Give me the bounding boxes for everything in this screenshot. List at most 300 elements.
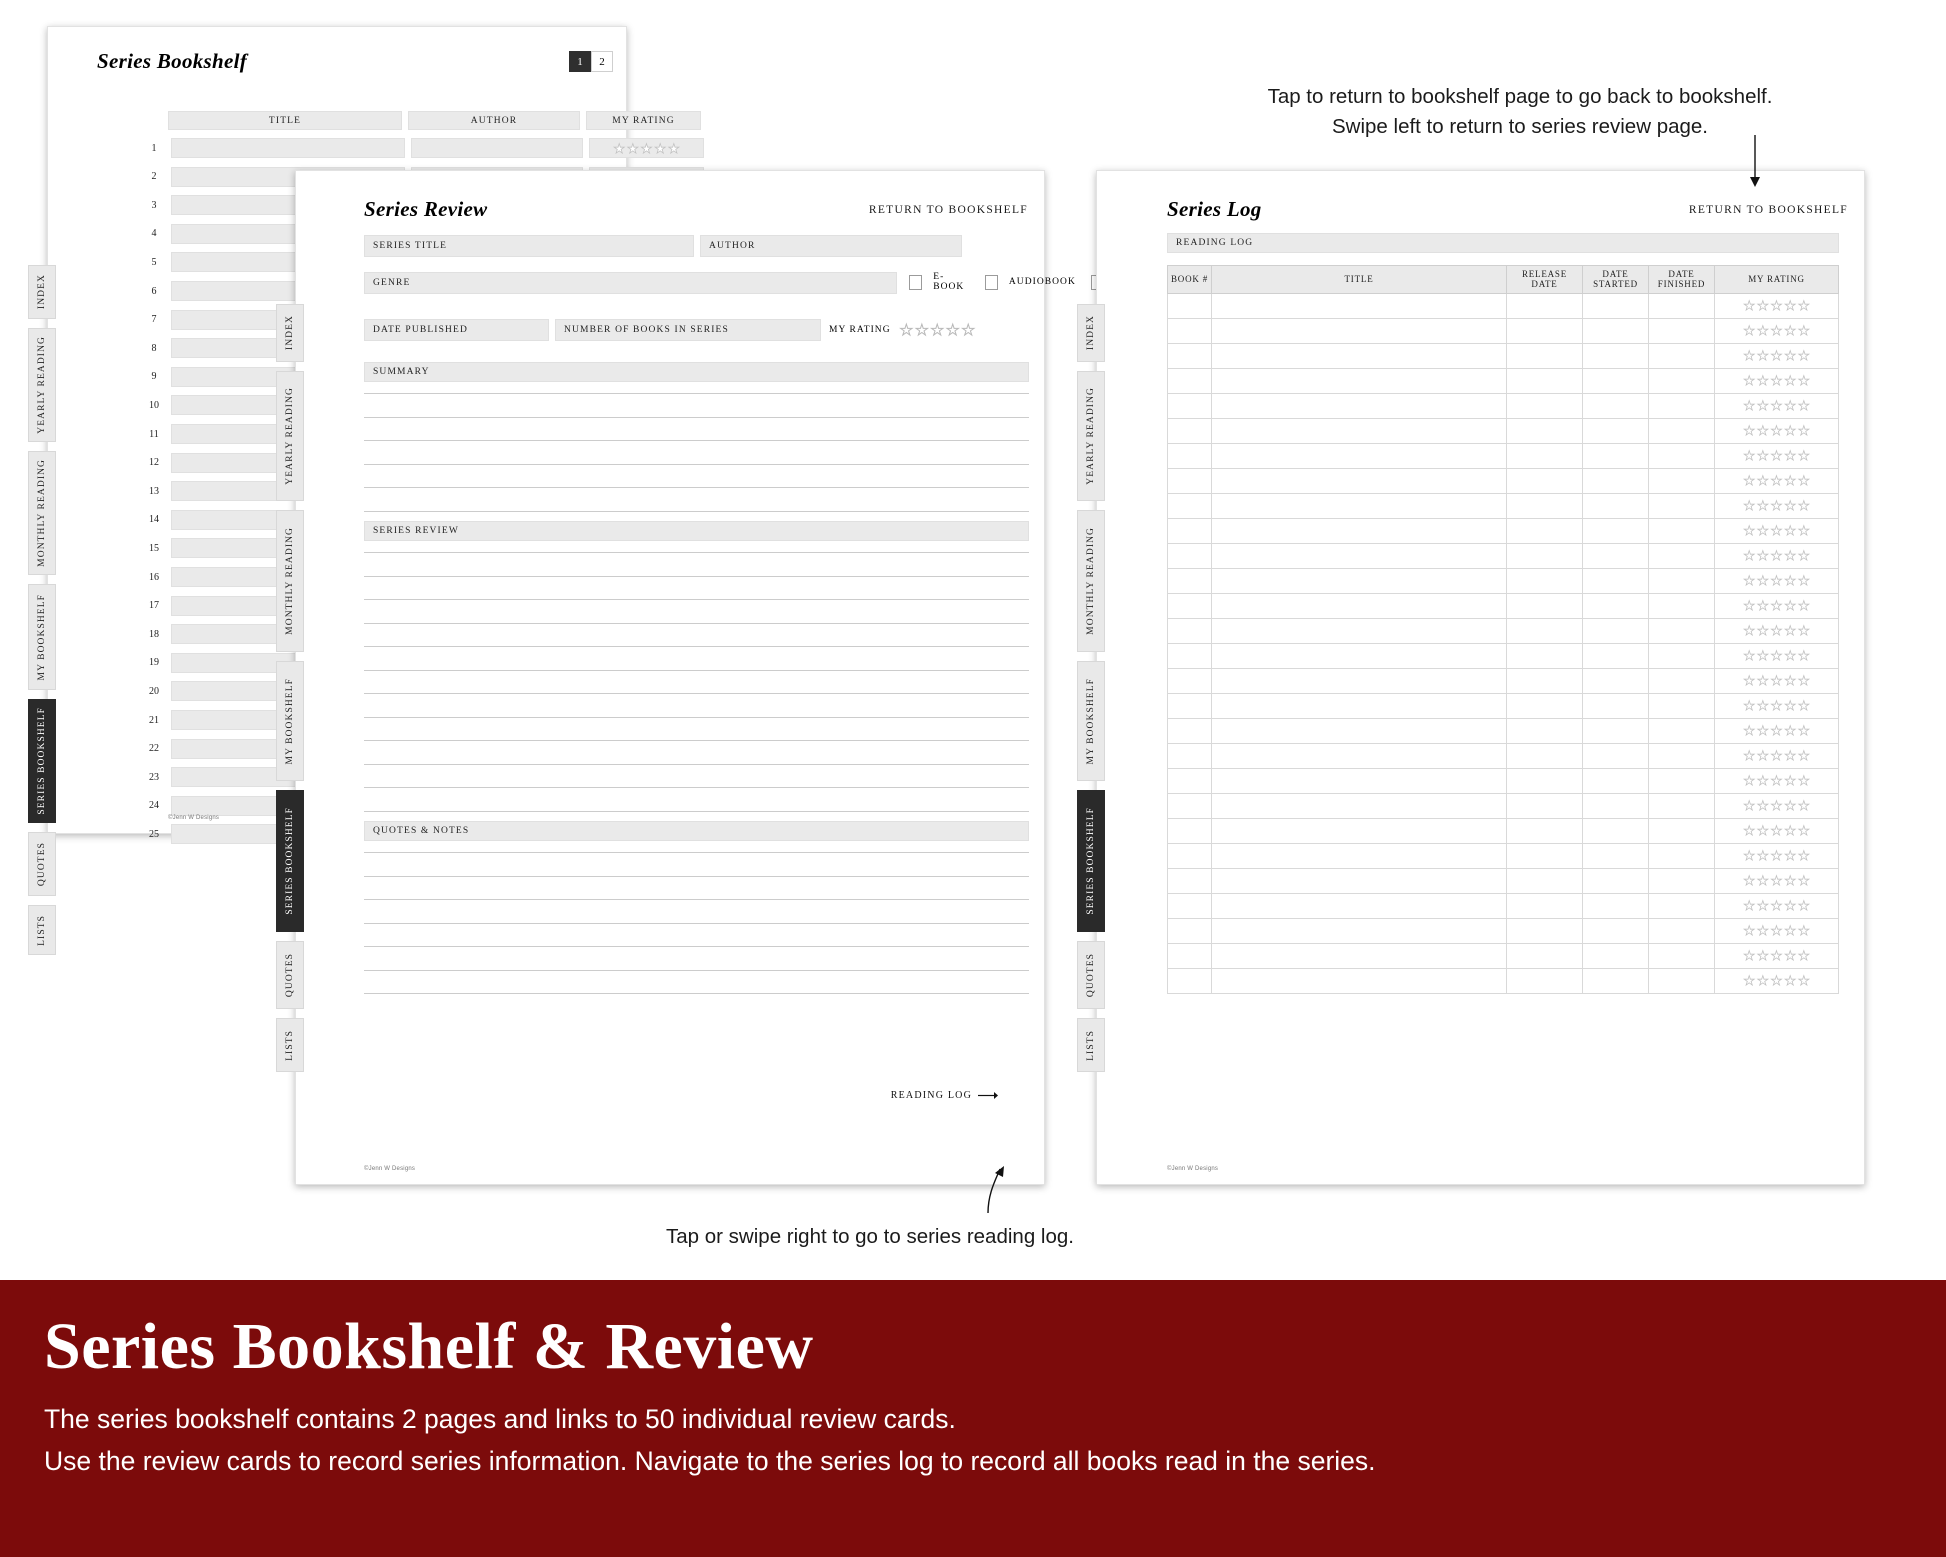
cell-release-date[interactable] (1507, 568, 1583, 593)
cell-release-date[interactable] (1507, 918, 1583, 943)
star-icon[interactable]: ★ (1770, 598, 1783, 614)
writing-line[interactable] (364, 787, 1029, 788)
writing-line[interactable] (364, 440, 1029, 441)
star-icon[interactable]: ★ (1743, 773, 1756, 789)
cell-date-finished[interactable] (1649, 743, 1715, 768)
star-icon[interactable]: ★ (1784, 698, 1796, 714)
cell-book-number[interactable] (1168, 468, 1212, 493)
star-icon[interactable]: ★ (1784, 548, 1796, 564)
star-icon[interactable]: ★ (1770, 948, 1783, 964)
star-icon[interactable]: ★ (1784, 348, 1796, 364)
writing-line[interactable] (364, 464, 1029, 465)
rating-stars[interactable] (1715, 649, 1838, 662)
table-row[interactable] (1168, 493, 1839, 518)
cell-my-rating[interactable] (1715, 468, 1839, 493)
star-icon[interactable]: ★ (1743, 298, 1756, 314)
cell-release-date[interactable] (1507, 943, 1583, 968)
star-icon[interactable]: ★ (1797, 748, 1810, 764)
cell-title[interactable] (1212, 968, 1507, 993)
cell-date-started[interactable] (1583, 868, 1649, 893)
star-icon[interactable]: ★ (1770, 348, 1783, 364)
writing-line[interactable] (364, 717, 1029, 718)
rating-stars[interactable] (1715, 499, 1838, 512)
cell-date-finished[interactable] (1649, 443, 1715, 468)
star-icon[interactable]: ★ (1770, 723, 1783, 739)
star-icon[interactable]: ★ (1797, 498, 1810, 514)
star-icon[interactable]: ★ (1757, 373, 1769, 389)
cell-my-rating[interactable] (1715, 793, 1839, 818)
rating-stars[interactable] (1715, 824, 1838, 837)
star-icon[interactable]: ★ (1784, 498, 1796, 514)
star-icon[interactable]: ★ (1797, 323, 1810, 339)
star-icon[interactable]: ★ (1797, 373, 1810, 389)
cell-book-number[interactable] (1168, 443, 1212, 468)
cell-date-started[interactable] (1583, 543, 1649, 568)
star-icon[interactable]: ★ (1784, 873, 1796, 889)
writing-line[interactable] (364, 599, 1029, 600)
cell-date-started[interactable] (1583, 293, 1649, 318)
page-number-2[interactable]: 2 (591, 51, 613, 72)
cell-release-date[interactable] (1507, 743, 1583, 768)
star-icon[interactable]: ★ (945, 321, 960, 339)
cell-date-started[interactable] (1583, 768, 1649, 793)
reading-log-link[interactable] (891, 1090, 998, 1101)
rating-stars[interactable] (1715, 349, 1838, 362)
star-icon[interactable]: ★ (654, 140, 666, 156)
star-icon[interactable]: ★ (1743, 748, 1756, 764)
cell-date-started[interactable] (1583, 393, 1649, 418)
star-icon[interactable]: ★ (1784, 798, 1796, 814)
star-icon[interactable]: ★ (1797, 548, 1810, 564)
sidebar-item-series-bookshelf[interactable] (28, 699, 56, 823)
star-icon[interactable]: ★ (1797, 823, 1810, 839)
star-icon[interactable]: ★ (1797, 348, 1810, 364)
sidebar-item-monthly-reading[interactable] (28, 451, 56, 575)
star-icon[interactable]: ★ (1743, 948, 1756, 964)
cell-date-finished[interactable] (1649, 943, 1715, 968)
rating-stars[interactable] (1715, 674, 1838, 687)
star-icon[interactable]: ★ (1743, 723, 1756, 739)
cell-my-rating[interactable] (1715, 718, 1839, 743)
star-icon[interactable]: ★ (1743, 598, 1756, 614)
cell-title[interactable] (1212, 618, 1507, 643)
star-icon[interactable]: ★ (1743, 548, 1756, 564)
cell-book-number[interactable] (1168, 568, 1212, 593)
star-icon[interactable]: ★ (1757, 448, 1769, 464)
cell-book-number[interactable] (1168, 593, 1212, 618)
cell-date-finished[interactable] (1649, 868, 1715, 893)
series-review-page[interactable] (285, 170, 1076, 1185)
cell-release-date[interactable] (1507, 493, 1583, 518)
cell-release-date[interactable] (1507, 618, 1583, 643)
cell-date-started[interactable] (1583, 468, 1649, 493)
star-icon[interactable]: ★ (1757, 548, 1769, 564)
rating-stars[interactable] (1715, 849, 1838, 862)
star-icon[interactable]: ★ (1797, 673, 1810, 689)
cell-title[interactable] (1212, 443, 1507, 468)
sidebar-item-my-bookshelf[interactable] (1077, 661, 1105, 781)
sidebar-item-series-bookshelf[interactable] (1077, 790, 1105, 932)
star-icon[interactable]: ★ (1784, 773, 1796, 789)
writing-line[interactable] (364, 899, 1029, 900)
rating-stars[interactable] (1715, 799, 1838, 812)
cell-title[interactable] (1212, 368, 1507, 393)
star-icon[interactable]: ★ (1757, 348, 1769, 364)
writing-line[interactable] (364, 946, 1029, 947)
cell-my-rating[interactable] (1715, 618, 1839, 643)
cell-title[interactable] (1212, 568, 1507, 593)
table-row[interactable] (1168, 468, 1839, 493)
table-row[interactable] (1168, 768, 1839, 793)
star-icon[interactable]: ★ (1743, 673, 1756, 689)
writing-line[interactable] (364, 417, 1029, 418)
star-icon[interactable]: ★ (1757, 973, 1769, 989)
star-icon[interactable]: ★ (1743, 623, 1756, 639)
number-of-books-field[interactable]: NUMBER OF BOOKS IN SERIES (555, 319, 821, 341)
star-icon[interactable]: ★ (1743, 348, 1756, 364)
table-row[interactable] (1168, 543, 1839, 568)
cell-book-number[interactable] (1168, 743, 1212, 768)
star-icon[interactable]: ★ (1784, 598, 1796, 614)
cell-date-finished[interactable] (1649, 793, 1715, 818)
star-icon[interactable]: ★ (1757, 773, 1769, 789)
star-icon[interactable]: ★ (1797, 848, 1810, 864)
star-icon[interactable]: ★ (1784, 373, 1796, 389)
sidebar-item-lists[interactable] (276, 1018, 304, 1072)
table-row[interactable] (1168, 868, 1839, 893)
star-icon[interactable]: ★ (1770, 973, 1783, 989)
cell-my-rating[interactable] (1715, 343, 1839, 368)
rating-stars[interactable] (1715, 324, 1838, 337)
cell-book-number[interactable] (1168, 868, 1212, 893)
rating-stars[interactable] (1715, 449, 1838, 462)
star-icon[interactable]: ★ (1784, 923, 1796, 939)
cell-release-date[interactable] (1507, 318, 1583, 343)
star-icon[interactable]: ★ (1770, 573, 1783, 589)
cell-my-rating[interactable] (1715, 568, 1839, 593)
star-icon[interactable]: ★ (1743, 423, 1756, 439)
star-icon[interactable]: ★ (1770, 523, 1783, 539)
sidebar-item-index[interactable] (276, 304, 304, 362)
star-icon[interactable]: ★ (1757, 298, 1769, 314)
star-icon[interactable]: ★ (1743, 848, 1756, 864)
star-icon[interactable]: ★ (1743, 448, 1756, 464)
star-icon[interactable]: ★ (1743, 523, 1756, 539)
star-icon[interactable]: ★ (1784, 648, 1796, 664)
cell-date-started[interactable] (1583, 518, 1649, 543)
cell-release-date[interactable] (1507, 393, 1583, 418)
cell-release-date[interactable] (1507, 518, 1583, 543)
rating-stars[interactable] (1715, 624, 1838, 637)
cell-title[interactable] (1212, 693, 1507, 718)
cell-release-date[interactable] (1507, 693, 1583, 718)
star-icon[interactable]: ★ (1743, 573, 1756, 589)
sidebar-item-my-bookshelf[interactable] (276, 661, 304, 781)
review-side-tabs[interactable] (276, 304, 304, 1072)
cell-book-number[interactable] (1168, 618, 1212, 643)
star-icon[interactable]: ★ (1757, 898, 1769, 914)
star-icon[interactable]: ★ (1770, 373, 1783, 389)
cell-date-finished[interactable] (1649, 843, 1715, 868)
rating-stars[interactable] (1715, 949, 1838, 962)
table-row[interactable] (1168, 918, 1839, 943)
cell-my-rating[interactable] (1715, 743, 1839, 768)
star-icon[interactable]: ★ (1743, 473, 1756, 489)
star-icon[interactable]: ★ (1757, 823, 1769, 839)
rating-stars[interactable] (1715, 699, 1838, 712)
table-row[interactable] (1168, 568, 1839, 593)
star-icon[interactable]: ★ (1797, 423, 1810, 439)
star-icon[interactable]: ★ (1770, 448, 1783, 464)
rating-stars[interactable] (1715, 549, 1838, 562)
cell-release-date[interactable] (1507, 668, 1583, 693)
rating-stars[interactable] (1715, 374, 1838, 387)
cell-date-started[interactable] (1583, 568, 1649, 593)
star-icon[interactable]: ★ (1770, 498, 1783, 514)
rating-stars[interactable] (1715, 424, 1838, 437)
cell-title[interactable] (1212, 468, 1507, 493)
star-icon[interactable]: ★ (1757, 848, 1769, 864)
star-icon[interactable]: ★ (1770, 823, 1783, 839)
table-row[interactable] (1168, 368, 1839, 393)
cell-book-number[interactable] (1168, 643, 1212, 668)
star-icon[interactable]: ★ (1784, 723, 1796, 739)
cell-my-rating[interactable] (1715, 318, 1839, 343)
cell-release-date[interactable] (1507, 893, 1583, 918)
star-icon[interactable]: ★ (1743, 323, 1756, 339)
page-number-1[interactable]: 1 (569, 51, 591, 72)
star-icon[interactable]: ★ (1743, 398, 1756, 414)
sidebar-item-lists[interactable] (28, 905, 56, 955)
star-icon[interactable]: ★ (1743, 698, 1756, 714)
cell-title[interactable] (1212, 543, 1507, 568)
star-icon[interactable]: ★ (1797, 723, 1810, 739)
star-icon[interactable]: ★ (1757, 798, 1769, 814)
writing-line[interactable] (364, 511, 1029, 512)
cell-date-finished[interactable] (1649, 918, 1715, 943)
writing-line[interactable] (364, 876, 1029, 877)
table-row[interactable] (1168, 668, 1839, 693)
cell-release-date[interactable] (1507, 793, 1583, 818)
star-icon[interactable]: ★ (1784, 398, 1796, 414)
star-icon[interactable]: ★ (1770, 648, 1783, 664)
table-row[interactable] (1168, 968, 1839, 993)
writing-line[interactable] (364, 923, 1029, 924)
table-row[interactable] (1168, 943, 1839, 968)
cell-date-started[interactable] (1583, 843, 1649, 868)
log-side-tabs[interactable] (1077, 304, 1105, 1072)
star-icon[interactable]: ★ (1757, 498, 1769, 514)
cell-release-date[interactable] (1507, 868, 1583, 893)
table-row[interactable] (1168, 418, 1839, 443)
cell-my-rating[interactable] (1715, 593, 1839, 618)
star-icon[interactable]: ★ (1757, 323, 1769, 339)
cell-date-finished[interactable] (1649, 368, 1715, 393)
cell-book-number[interactable] (1168, 893, 1212, 918)
cell-title[interactable] (1212, 743, 1507, 768)
star-icon[interactable]: ★ (1797, 798, 1810, 814)
sidebar-item-lists[interactable] (1077, 1018, 1105, 1072)
cell-date-finished[interactable] (1649, 518, 1715, 543)
cell-date-started[interactable] (1583, 443, 1649, 468)
star-icon[interactable]: ★ (1784, 748, 1796, 764)
cell-book-number[interactable] (1168, 968, 1212, 993)
cell-my-rating[interactable] (1715, 418, 1839, 443)
cell-title[interactable] (1212, 393, 1507, 418)
cell-date-finished[interactable] (1649, 543, 1715, 568)
star-icon[interactable]: ★ (1770, 848, 1783, 864)
table-row[interactable] (1168, 643, 1839, 668)
cell-book-number[interactable] (1168, 293, 1212, 318)
cell-release-date[interactable] (1507, 293, 1583, 318)
cell-date-started[interactable] (1583, 918, 1649, 943)
star-icon[interactable]: ★ (1743, 798, 1756, 814)
writing-line[interactable] (364, 970, 1029, 971)
cell-my-rating[interactable] (1715, 868, 1839, 893)
cell-date-started[interactable] (1583, 968, 1649, 993)
star-icon[interactable]: ★ (1797, 648, 1810, 664)
cell-date-started[interactable] (1583, 343, 1649, 368)
bookshelf-side-tabs[interactable] (28, 265, 56, 955)
cell-date-started[interactable] (1583, 943, 1649, 968)
writing-line[interactable] (364, 993, 1029, 994)
cell-date-started[interactable] (1583, 418, 1649, 443)
star-icon[interactable]: ★ (1770, 473, 1783, 489)
star-icon[interactable]: ★ (640, 140, 653, 156)
cell-date-finished[interactable] (1649, 468, 1715, 493)
star-icon[interactable]: ★ (1784, 673, 1796, 689)
genre-field[interactable]: GENRE (364, 272, 897, 294)
star-icon[interactable]: ★ (1770, 748, 1783, 764)
writing-line[interactable] (364, 764, 1029, 765)
cell-title[interactable] (1212, 918, 1507, 943)
cell-date-started[interactable] (1583, 318, 1649, 343)
sidebar-item-quotes[interactable] (276, 941, 304, 1009)
writing-line[interactable] (364, 646, 1029, 647)
rating-stars[interactable] (1715, 974, 1838, 987)
table-row[interactable] (1168, 393, 1839, 418)
rating-stars[interactable] (1715, 749, 1838, 762)
sidebar-item-yearly-reading[interactable] (1077, 371, 1105, 501)
rating-stars[interactable] (613, 142, 679, 155)
cell-book-number[interactable] (1168, 918, 1212, 943)
cell-release-date[interactable] (1507, 593, 1583, 618)
star-icon[interactable]: ★ (1784, 973, 1796, 989)
star-icon[interactable]: ★ (1770, 323, 1783, 339)
cell-date-finished[interactable] (1649, 393, 1715, 418)
table-row[interactable] (1168, 618, 1839, 643)
sidebar-item-quotes[interactable] (1077, 941, 1105, 1009)
star-icon[interactable]: ★ (1757, 723, 1769, 739)
cell-my-rating[interactable] (1715, 768, 1839, 793)
table-row[interactable] (1168, 293, 1839, 318)
rating-stars[interactable] (1715, 574, 1838, 587)
cell-book-number[interactable] (1168, 943, 1212, 968)
star-icon[interactable]: ★ (915, 321, 929, 339)
cell-date-started[interactable] (1583, 893, 1649, 918)
cell-date-finished[interactable] (1649, 318, 1715, 343)
cell-my-rating[interactable] (1715, 818, 1839, 843)
cell-book-number[interactable] (1168, 768, 1212, 793)
cell-date-finished[interactable] (1649, 718, 1715, 743)
cell-title[interactable] (1212, 868, 1507, 893)
star-icon[interactable]: ★ (1797, 473, 1810, 489)
rating-stars[interactable] (1715, 474, 1838, 487)
cell-release-date[interactable] (1507, 818, 1583, 843)
cell-title[interactable] (1212, 593, 1507, 618)
star-icon[interactable]: ★ (1784, 323, 1796, 339)
cell-date-started[interactable] (1583, 693, 1649, 718)
cell-book-number[interactable] (1168, 718, 1212, 743)
table-row[interactable] (1168, 718, 1839, 743)
series-log-page[interactable] (1086, 170, 1865, 1185)
star-icon[interactable]: ★ (961, 321, 975, 339)
table-row[interactable] (1168, 343, 1839, 368)
cell-date-started[interactable] (1583, 643, 1649, 668)
star-icon[interactable]: ★ (1784, 898, 1796, 914)
table-row[interactable] (1168, 818, 1839, 843)
cell-date-started[interactable] (1583, 618, 1649, 643)
cell-release-date[interactable] (1507, 968, 1583, 993)
cell-title[interactable] (1212, 843, 1507, 868)
star-icon[interactable]: ★ (1784, 423, 1796, 439)
star-icon[interactable]: ★ (1784, 948, 1796, 964)
table-row[interactable] (1168, 518, 1839, 543)
cell-date-finished[interactable] (1649, 968, 1715, 993)
writing-line[interactable] (364, 552, 1029, 553)
star-icon[interactable]: ★ (1770, 623, 1783, 639)
rating-stars[interactable] (1715, 299, 1838, 312)
star-icon[interactable]: ★ (1770, 423, 1783, 439)
star-icon[interactable]: ★ (1784, 473, 1796, 489)
cell-release-date[interactable] (1507, 543, 1583, 568)
sidebar-item-index[interactable] (28, 265, 56, 319)
cell-date-started[interactable] (1583, 368, 1649, 393)
star-icon[interactable]: ★ (627, 140, 639, 156)
table-row[interactable] (1168, 743, 1839, 768)
cell-my-rating[interactable] (1715, 443, 1839, 468)
cell-date-started[interactable] (1583, 668, 1649, 693)
star-icon[interactable]: ★ (1743, 973, 1756, 989)
row-author-field[interactable] (411, 138, 583, 158)
star-icon[interactable]: ★ (1770, 548, 1783, 564)
star-icon[interactable]: ★ (1757, 923, 1769, 939)
checkbox-audiobook[interactable] (985, 275, 998, 290)
cell-my-rating[interactable] (1715, 493, 1839, 518)
review-my-rating[interactable] (829, 319, 1029, 341)
star-icon[interactable]: ★ (1757, 423, 1769, 439)
cell-my-rating[interactable] (1715, 943, 1839, 968)
cell-book-number[interactable] (1168, 518, 1212, 543)
cell-date-finished[interactable] (1649, 693, 1715, 718)
cell-book-number[interactable] (1168, 368, 1212, 393)
star-icon[interactable]: ★ (1743, 373, 1756, 389)
star-icon[interactable]: ★ (1743, 923, 1756, 939)
author-field[interactable]: AUTHOR (700, 235, 962, 257)
quotes-notes-writing-lines[interactable] (364, 852, 1029, 994)
sidebar-item-yearly-reading[interactable] (28, 328, 56, 442)
cell-title[interactable] (1212, 318, 1507, 343)
cell-date-finished[interactable] (1649, 418, 1715, 443)
cell-my-rating[interactable] (1715, 393, 1839, 418)
star-icon[interactable]: ★ (1757, 573, 1769, 589)
cell-book-number[interactable] (1168, 493, 1212, 518)
writing-line[interactable] (364, 740, 1029, 741)
writing-line[interactable] (364, 623, 1029, 624)
star-icon[interactable]: ★ (1797, 898, 1810, 914)
cell-book-number[interactable] (1168, 343, 1212, 368)
rating-stars[interactable] (1715, 924, 1838, 937)
